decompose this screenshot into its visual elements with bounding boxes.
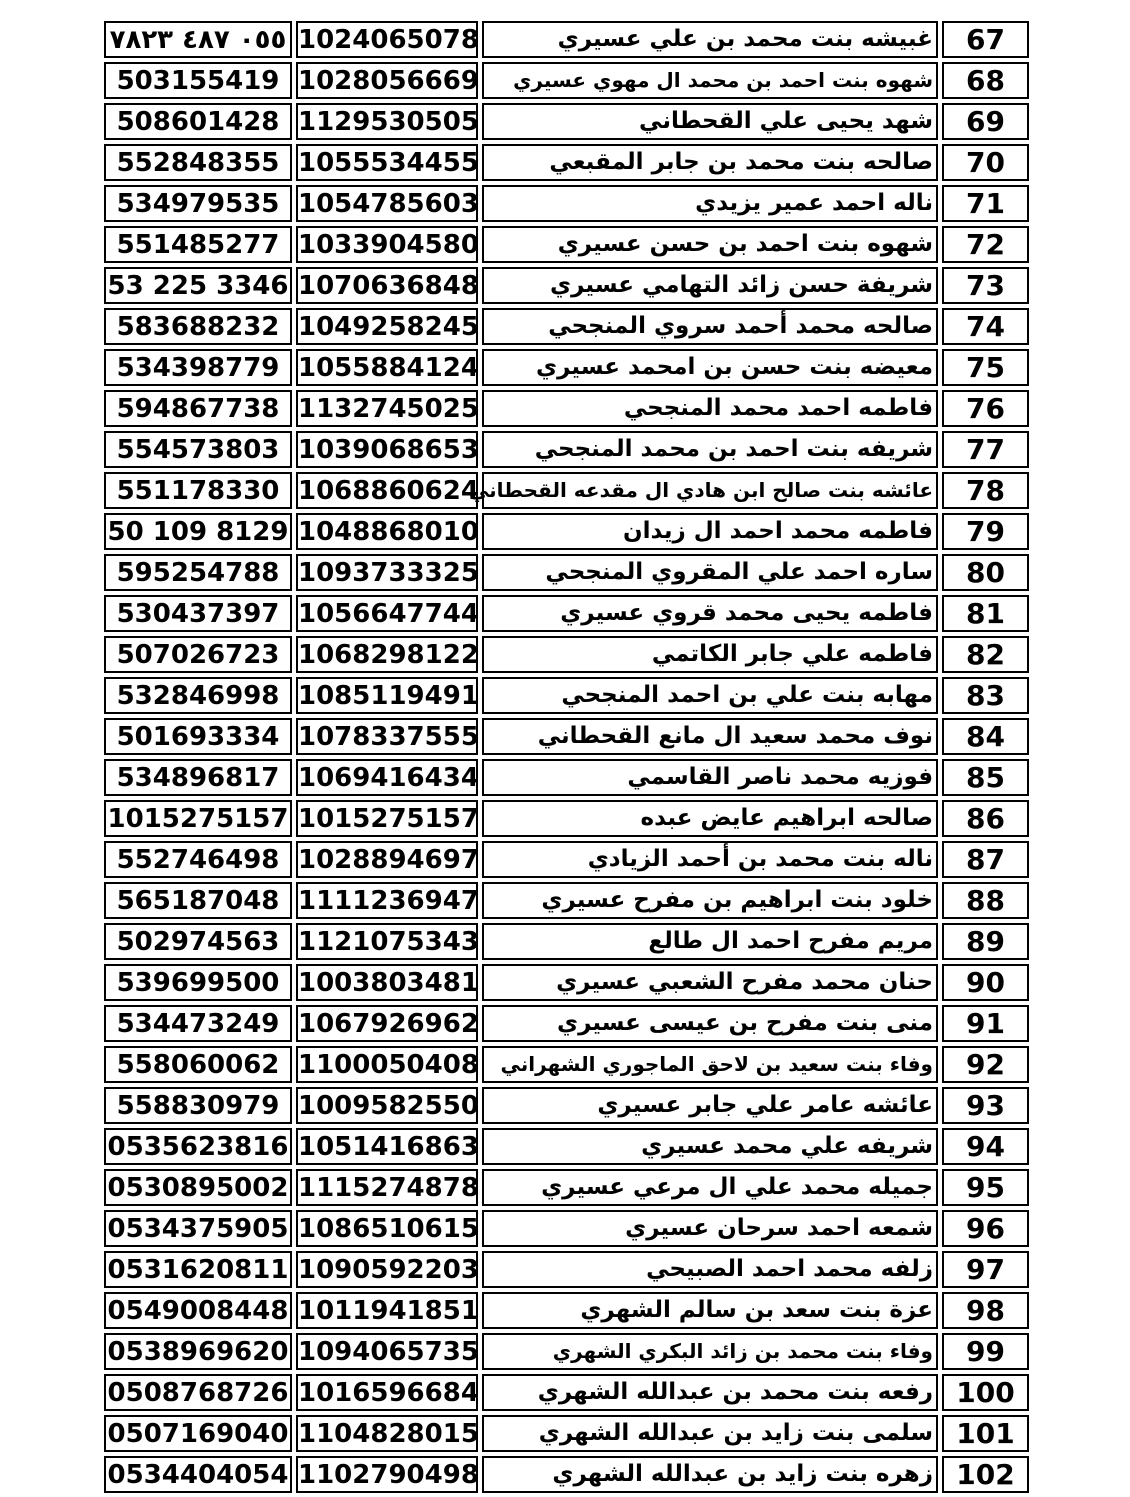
table-row — [104, 472, 1029, 509]
national-id-cell: 1067926962 — [296, 1005, 478, 1042]
row-number-cell: 77 — [942, 431, 1029, 468]
table-row — [104, 308, 1029, 345]
row-number-cell: 72 — [942, 226, 1029, 263]
name-cell: صالحه ابراهيم عايض عبده — [482, 800, 938, 837]
row-number-cell: 80 — [942, 554, 1029, 591]
row-number-cell: 69 — [942, 103, 1029, 140]
name-cell: ناله احمد عمير يزيدي — [482, 185, 938, 222]
national-id-cell: 1011941851 — [296, 1292, 478, 1329]
name-cell: مهابه بنت علي بن احمد المنجحي — [482, 677, 938, 714]
national-id-cell: 1102790498 — [296, 1456, 478, 1493]
table-row — [104, 841, 1029, 878]
table-row — [104, 759, 1029, 796]
national-id-cell: 1033904580 — [296, 226, 478, 263]
table-row — [104, 1251, 1029, 1288]
table-row — [104, 1046, 1029, 1083]
phone-cell: 539699500 — [104, 964, 292, 1001]
phone-cell: 552746498 — [104, 841, 292, 878]
phone-cell: 1015275157 — [104, 800, 292, 837]
table-row — [104, 431, 1029, 468]
name-cell: شهوه بنت احمد بن محمد ال مهوي عسيري — [482, 62, 938, 99]
name-cell: رفعه بنت محمد بن عبدالله الشهري — [482, 1374, 938, 1411]
phone-cell: 532846998 — [104, 677, 292, 714]
national-id-cell: 1024065078 — [296, 21, 478, 58]
national-id-cell: 1015275157 — [296, 800, 478, 837]
national-id-cell: 1051416863 — [296, 1128, 478, 1165]
phone-cell: ٠٥٥ ٤٨٧ ٧٨٢٣ — [104, 21, 292, 58]
name-cell: غبيشه بنت محمد بن علي عسيري — [482, 21, 938, 58]
row-number-cell: 93 — [942, 1087, 1029, 1124]
row-number-cell: 99 — [942, 1333, 1029, 1370]
row-number-cell: 84 — [942, 718, 1029, 755]
table-row — [104, 554, 1029, 591]
row-number-cell: 83 — [942, 677, 1029, 714]
table-row — [104, 800, 1029, 837]
name-cell: فاطمه احمد محمد المنجحي — [482, 390, 938, 427]
row-number-cell: 90 — [942, 964, 1029, 1001]
table-row — [104, 1456, 1029, 1493]
table-row — [104, 21, 1029, 58]
phone-cell: 0508768726 — [104, 1374, 292, 1411]
table-row — [104, 267, 1029, 304]
phone-cell: 551178330 — [104, 472, 292, 509]
name-cell: جميله محمد علي ال مرعي عسيري — [482, 1169, 938, 1206]
name-cell: عزة بنت سعد بن سالم الشهري — [482, 1292, 938, 1329]
table-row — [104, 718, 1029, 755]
phone-cell: 0534404054 — [104, 1456, 292, 1493]
phone-cell: 558060062 — [104, 1046, 292, 1083]
name-cell: نوف محمد سعيد ال مانع القحطاني — [482, 718, 938, 755]
name-cell: شريفه علي محمد عسيري — [482, 1128, 938, 1165]
name-cell: وفاء بنت سعيد بن لاحق الماجوري الشهراني — [482, 1046, 938, 1083]
name-cell: خلود بنت ابراهيم بن مفرح عسيري — [482, 882, 938, 919]
row-number-cell: 75 — [942, 349, 1029, 386]
table-row — [104, 513, 1029, 550]
row-number-cell: 86 — [942, 800, 1029, 837]
table-row — [104, 144, 1029, 181]
phone-cell: 50 109 8129 — [104, 513, 292, 550]
national-id-cell: 1039068653 — [296, 431, 478, 468]
row-number-cell: 91 — [942, 1005, 1029, 1042]
table-row — [104, 226, 1029, 263]
name-cell: سلمى بنت زايد بن عبدالله الشهري — [482, 1415, 938, 1452]
table-row — [104, 103, 1029, 140]
name-cell: صالحه محمد أحمد سروي المنجحي — [482, 308, 938, 345]
table-row — [104, 185, 1029, 222]
name-cell: زهره بنت زايد بن عبدالله الشهري — [482, 1456, 938, 1493]
phone-cell: 0530895002 — [104, 1169, 292, 1206]
row-number-cell: 67 — [942, 21, 1029, 58]
national-id-cell: 1049258245 — [296, 308, 478, 345]
row-number-cell: 97 — [942, 1251, 1029, 1288]
table-row — [104, 1128, 1029, 1165]
table-row — [104, 1005, 1029, 1042]
row-number-cell: 101 — [942, 1415, 1029, 1452]
phone-cell: 534896817 — [104, 759, 292, 796]
table-row — [104, 62, 1029, 99]
table-row — [104, 390, 1029, 427]
national-id-cell: 1104828015 — [296, 1415, 478, 1452]
phone-cell: 0534375905 — [104, 1210, 292, 1247]
row-number-cell: 98 — [942, 1292, 1029, 1329]
national-id-cell: 1068860624 — [296, 472, 478, 509]
row-number-cell: 89 — [942, 923, 1029, 960]
table-row — [104, 677, 1029, 714]
name-cell: عائشه بنت صالح ابن هادي ال مقدعه القحطاني — [482, 472, 938, 509]
table-row — [104, 1333, 1029, 1370]
row-number-cell: 73 — [942, 267, 1029, 304]
table-row — [104, 923, 1029, 960]
table-row — [104, 1169, 1029, 1206]
phone-cell: 508601428 — [104, 103, 292, 140]
phone-cell: 0549008448 — [104, 1292, 292, 1329]
name-cell: شريفه بنت احمد بن محمد المنجحي — [482, 431, 938, 468]
name-cell: شهد يحيى علي القحطاني — [482, 103, 938, 140]
phone-cell: 0538969620 — [104, 1333, 292, 1370]
national-id-cell: 1115274878 — [296, 1169, 478, 1206]
national-id-cell: 1132745025 — [296, 390, 478, 427]
row-number-cell: 76 — [942, 390, 1029, 427]
national-id-cell: 1129530505 — [296, 103, 478, 140]
national-id-cell: 1078337555 — [296, 718, 478, 755]
name-cell: شمعه احمد سرحان عسيري — [482, 1210, 938, 1247]
phone-cell: 0531620811 — [104, 1251, 292, 1288]
name-cell: فوزيه محمد ناصر القاسمي — [482, 759, 938, 796]
name-cell: ناله بنت محمد بن أحمد الزيادي — [482, 841, 938, 878]
row-number-cell: 68 — [942, 62, 1029, 99]
table-row — [104, 882, 1029, 919]
national-id-cell: 1069416434 — [296, 759, 478, 796]
national-id-cell: 1121075343 — [296, 923, 478, 960]
table-row — [104, 1087, 1029, 1124]
phone-cell: 534398779 — [104, 349, 292, 386]
row-number-cell: 71 — [942, 185, 1029, 222]
row-number-cell: 81 — [942, 595, 1029, 632]
national-id-cell: 1056647744 — [296, 595, 478, 632]
name-cell: شريفة حسن زائد التهامي عسيري — [482, 267, 938, 304]
name-cell: عائشه عامر علي جابر عسيري — [482, 1087, 938, 1124]
name-cell: حنان محمد مفرح الشعبي عسيري — [482, 964, 938, 1001]
national-id-cell: 1093733325 — [296, 554, 478, 591]
name-cell: معيضه بنت حسن بن امحمد عسيري — [482, 349, 938, 386]
table-row — [104, 964, 1029, 1001]
row-number-cell: 87 — [942, 841, 1029, 878]
table-row — [104, 349, 1029, 386]
phone-cell: 503155419 — [104, 62, 292, 99]
name-cell: وفاء بنت محمد بن زائد البكري الشهري — [482, 1333, 938, 1370]
name-cell: مريم مفرح احمد ال طالع — [482, 923, 938, 960]
national-id-cell: 1055884124 — [296, 349, 478, 386]
phone-cell: 502974563 — [104, 923, 292, 960]
national-id-cell: 1055534455 — [296, 144, 478, 181]
row-number-cell: 78 — [942, 472, 1029, 509]
national-id-cell: 1016596684 — [296, 1374, 478, 1411]
phone-cell: 0507169040 — [104, 1415, 292, 1452]
row-number-cell: 94 — [942, 1128, 1029, 1165]
name-cell: زلفه محمد احمد الصبيحي — [482, 1251, 938, 1288]
table-row — [104, 595, 1029, 632]
phone-cell: 558830979 — [104, 1087, 292, 1124]
phone-cell: 534979535 — [104, 185, 292, 222]
phone-cell: 53 225 3346 — [104, 267, 292, 304]
records-tbody — [104, 21, 1029, 1493]
name-cell: فاطمه يحيى محمد قروي عسيري — [482, 595, 938, 632]
name-cell: منى بنت مفرح بن عيسى عسيري — [482, 1005, 938, 1042]
table-row — [104, 636, 1029, 673]
table-row — [104, 1210, 1029, 1247]
national-id-cell: 1070636848 — [296, 267, 478, 304]
national-id-cell: 1068298122 — [296, 636, 478, 673]
row-number-cell: 82 — [942, 636, 1029, 673]
name-cell: ساره احمد علي المقروي المنجحي — [482, 554, 938, 591]
name-cell: فاطمه محمد احمد ال زيدان — [482, 513, 938, 550]
phone-cell: 583688232 — [104, 308, 292, 345]
name-cell: فاطمه علي جابر الكاتمي — [482, 636, 938, 673]
phone-cell: 501693334 — [104, 718, 292, 755]
phone-cell: 0535623816 — [104, 1128, 292, 1165]
row-number-cell: 92 — [942, 1046, 1029, 1083]
table-row — [104, 1292, 1029, 1329]
national-id-cell: 1028894697 — [296, 841, 478, 878]
table-row — [104, 1415, 1029, 1452]
national-id-cell: 1111236947 — [296, 882, 478, 919]
national-id-cell: 1048868010 — [296, 513, 478, 550]
row-number-cell: 96 — [942, 1210, 1029, 1247]
phone-cell: 565187048 — [104, 882, 292, 919]
row-number-cell: 102 — [942, 1456, 1029, 1493]
national-id-cell: 1085119491 — [296, 677, 478, 714]
national-id-cell: 1086510615 — [296, 1210, 478, 1247]
phone-cell: 551485277 — [104, 226, 292, 263]
phone-cell: 507026723 — [104, 636, 292, 673]
phone-cell: 534473249 — [104, 1005, 292, 1042]
row-number-cell: 100 — [942, 1374, 1029, 1411]
national-id-cell: 1054785603 — [296, 185, 478, 222]
row-number-cell: 95 — [942, 1169, 1029, 1206]
row-number-cell: 70 — [942, 144, 1029, 181]
row-number-cell: 85 — [942, 759, 1029, 796]
national-id-cell: 1090592203 — [296, 1251, 478, 1288]
phone-cell: 552848355 — [104, 144, 292, 181]
national-id-cell: 1003803481 — [296, 964, 478, 1001]
name-cell: شهوه بنت احمد بن حسن عسيري — [482, 226, 938, 263]
row-number-cell: 79 — [942, 513, 1029, 550]
national-id-cell: 1100050408 — [296, 1046, 478, 1083]
phone-cell: 594867738 — [104, 390, 292, 427]
national-id-cell: 1009582550 — [296, 1087, 478, 1124]
phone-cell: 595254788 — [104, 554, 292, 591]
national-id-cell: 1028056669 — [296, 62, 478, 99]
national-id-cell: 1094065735 — [296, 1333, 478, 1370]
table-row — [104, 1374, 1029, 1411]
phone-cell: 554573803 — [104, 431, 292, 468]
row-number-cell: 74 — [942, 308, 1029, 345]
name-cell: صالحه بنت محمد بن جابر المقبعي — [482, 144, 938, 181]
row-number-cell: 88 — [942, 882, 1029, 919]
records-table — [100, 17, 1033, 1497]
phone-cell: 530437397 — [104, 595, 292, 632]
